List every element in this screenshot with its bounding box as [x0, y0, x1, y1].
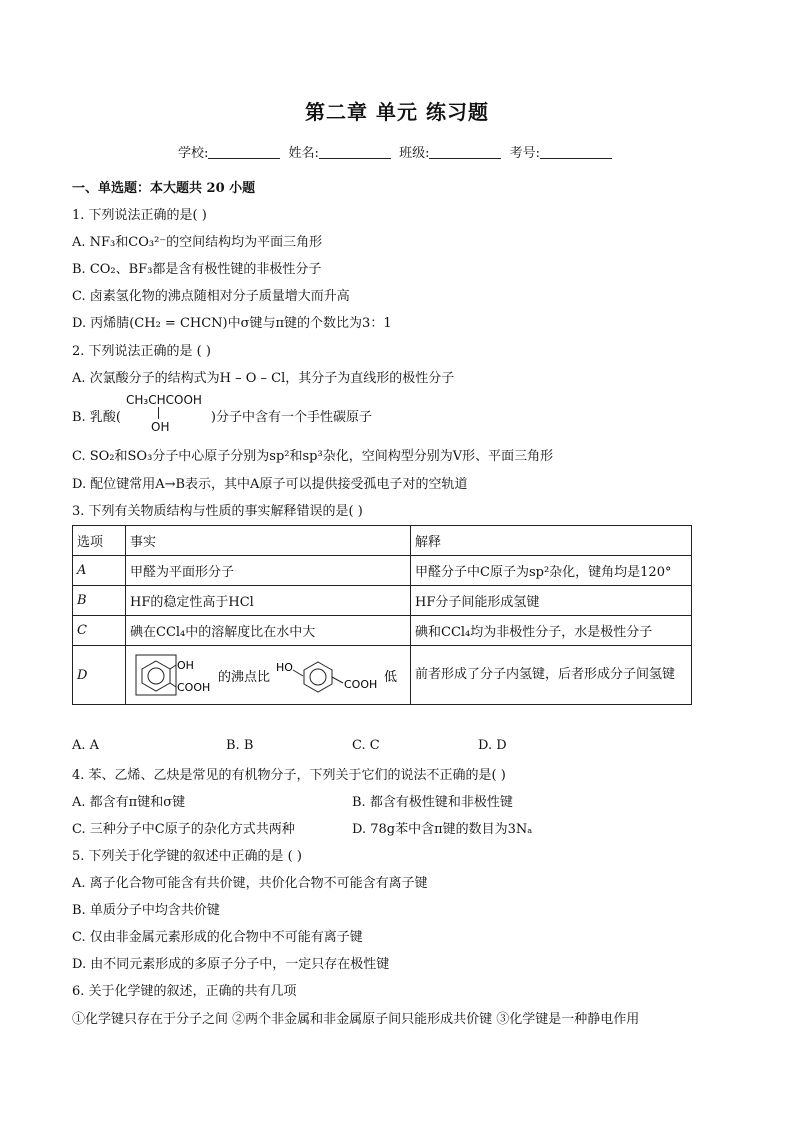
table-header-cell: 选项: [73, 526, 126, 556]
q3-answer-a: A. A: [72, 738, 100, 753]
name-blank[interactable]: [319, 144, 391, 159]
q2-option-a: A. 次氯酸分子的结构式为H – O – Cl，其分子为直线形的极性分子: [72, 371, 455, 386]
q3-stem: 3. 下列有关物质结构与性质的事实解释错误的是( ): [72, 504, 363, 519]
q4-option-c: C. 三种分子中C原子的杂化方式共两种: [72, 822, 295, 837]
q5-option-b: B. 单质分子中均含共价键: [72, 903, 220, 918]
q4-option-a: A. 都含有π键和σ键: [72, 795, 186, 810]
table-row: [73, 586, 692, 616]
q3-answer-b: B. B: [226, 738, 254, 753]
q3-answer-c: C. C: [352, 738, 380, 753]
q5-stem: 5. 下列关于化学键的叙述中正确的是 ( ): [72, 849, 302, 864]
q2-stem: 2. 下列说法正确的是 ( ): [72, 344, 211, 359]
q1-option-b: B. CO₂、BF₃都是含有极性键的非极性分子: [72, 262, 322, 277]
para-ho-label: HO: [276, 661, 293, 674]
q1-option-a: A. NF₃和CO₃²⁻的空间结构均为平面三角形: [72, 235, 323, 250]
table-cell: D: [73, 646, 126, 705]
table-cell: HF分子间能形成氢键: [411, 586, 692, 616]
q2-b-suffix: )分子中含有一个手性碳原子: [210, 410, 372, 425]
q2-option-d: D. 配位键常用A→B表示，其中A原子可以提供接受孤电子对的空轨道: [72, 477, 468, 492]
page-title: 第二章 单元 练习题: [305, 100, 489, 124]
q4-stem: 4. 苯、乙烯、乙炔是常见的有机物分子，下列关于它们的说法不正确的是( ): [72, 768, 506, 783]
q1-stem: 1. 下列说法正确的是( ): [72, 208, 207, 223]
q1-option-c: C. 卤素氢化物的沸点随相对分子质量增大而升高: [72, 289, 350, 304]
class-blank[interactable]: [429, 144, 501, 159]
q2-option-b: [72, 406, 372, 425]
number-blank[interactable]: [540, 144, 612, 159]
table-row: [73, 556, 692, 586]
ortho-cooh-label: COOH: [177, 681, 211, 694]
table-cell-molecules: [126, 646, 411, 705]
table-cell: C: [73, 616, 126, 646]
lactic-acid-formula: [126, 393, 202, 434]
q5-option-a: A. 离子化合物可能含有共价键，共价化合物不可能含有离子键: [72, 876, 428, 891]
q2-option-c: C. SO₂和SO₃分子中心原子分别为sp²和sp³杂化，空间构型分别为V形、平面三角形: [72, 449, 554, 464]
table-cell: 甲醛分子中C原子为sp²杂化，键角均是120°: [411, 556, 692, 586]
table-cell: A: [73, 556, 126, 586]
para-cooh-label: COOH: [344, 678, 378, 691]
school-blank[interactable]: [208, 144, 280, 159]
lower-text: 低: [384, 670, 398, 685]
comparison-text: 的沸点比: [218, 670, 271, 685]
para-hydroxybenzoic-acid-structure: [276, 661, 377, 692]
name-label: 姓名:: [288, 146, 319, 161]
section-heading: 一、单选题：本大题共 20 小题: [72, 181, 256, 196]
table-cell: 前者形成了分子内氢键，后者形成分子间氢键: [411, 646, 692, 705]
q4-option-d: D. 78g苯中含π键的数目为3Nₐ: [352, 822, 533, 837]
student-info-line: [0, 142, 794, 161]
table-row: [73, 616, 692, 646]
q3-answer-d: D. D: [478, 738, 507, 753]
lactic-acid-oh: OH: [151, 420, 170, 434]
bond-line: [158, 407, 159, 419]
table-cell: 碘在CCl₄中的溶解度比在水中大: [126, 616, 411, 646]
table-row: [73, 646, 692, 705]
ortho-hydroxybenzoic-acid-structure: [136, 655, 210, 695]
class-label: 班级:: [399, 146, 430, 161]
q1-option-d: D. 丙烯腈(CH₂ = CHCN)中σ键与π键的个数比为3：1: [72, 316, 392, 331]
number-label: 考号:: [509, 146, 540, 161]
q5-option-c: C. 仅由非金属元素形成的化合物中不可能有离子键: [72, 930, 363, 945]
table-cell: HF的稳定性高于HCl: [126, 586, 411, 616]
q5-option-d: D. 由不同元素形成的多原子分子中，一定只存在极性键: [72, 957, 390, 972]
table-header-cell: 解释: [411, 526, 692, 556]
lactic-acid-top: CH₃CHCOOH: [126, 393, 202, 407]
ortho-oh-label: OH: [177, 659, 194, 672]
table-header-row: [73, 526, 692, 556]
school-label: 学校:: [178, 146, 209, 161]
table-cell: 甲醛为平面形分子: [126, 556, 411, 586]
q2-b-prefix: B. 乳酸(: [72, 410, 121, 425]
q4-option-b: B. 都含有极性键和非极性键: [352, 795, 513, 810]
q3-table: [72, 525, 692, 705]
table-header-cell: 事实: [126, 526, 411, 556]
q6-statements: ①化学键只存在于分子之间 ②两个非金属和非金属原子间只能形成共价键 ③化学键是一种静电作用: [72, 1012, 640, 1027]
table-cell: 碘和CCl₄均为非极性分子，水是极性分子: [411, 616, 692, 646]
boiling-point-comparison: [130, 652, 400, 698]
table-cell: B: [73, 586, 126, 616]
q6-stem: 6. 关于化学键的叙述，正确的共有几项: [72, 984, 297, 999]
